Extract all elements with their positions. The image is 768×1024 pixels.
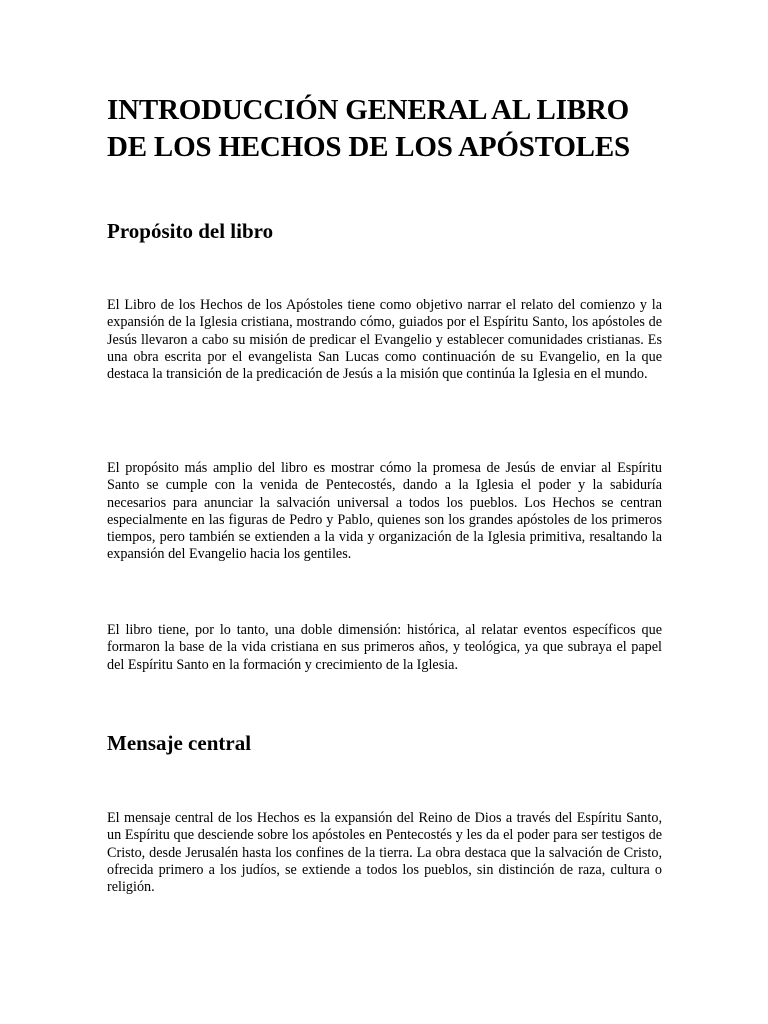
document-title-line-1: INTRODUCCIÓN GENERAL AL LIBRO xyxy=(107,94,629,126)
document-title-line-2: DE LOS HECHOS DE LOS APÓSTOLES xyxy=(107,131,630,163)
document-title xyxy=(107,92,667,166)
section-heading-mensaje-central: Mensaje central xyxy=(107,731,252,755)
paragraph-mensaje-central-1: El mensaje central de los Hechos es la expansión del Reino de Dios a través del Espíritu Santo, un Espíritu que desciende sobre los apóstoles en Pentecostés y les da el poder para ser testigos de Cristo, desde Jerusalén hasta los confines de la tierra. La obra destaca que la salvación de Cristo, ofrecida primero a los judíos, se extiende a todos los pueblos, sin distinción de raza, cultura o religión. xyxy=(107,810,662,896)
section-heading-proposito: Propósito del libro xyxy=(107,219,274,243)
paragraph-proposito-2: El propósito más amplio del libro es mostrar cómo la promesa de Jesús de enviar al Espíritu Santo se cumple con la venida de Pentecostés, dando a la Iglesia el poder y la sabiduría necesarios para anunciar la salvación universal a todos los pueblos. Los Hechos se centran especialmente en las figuras de Pedro y Pablo, quienes son los grandes apóstoles de los primeros tiempos, pero también se extienden a la vida y organización de la Iglesia primitiva, resaltando la expansión del Evangelio hacia los gentiles. xyxy=(107,460,662,563)
paragraph-proposito-3: El libro tiene, por lo tanto, una doble dimensión: histórica, al relatar eventos específicos que formaron la base de la vida cristiana en sus primeros años, y teológica, ya que subraya el papel del Espíritu Santo en la formación y crecimiento de la Iglesia. xyxy=(107,622,662,673)
paragraph-proposito-1: El Libro de los Hechos de los Apóstoles tiene como objetivo narrar el relato del comienzo y la expansión de la Iglesia cristiana, mostrando cómo, guiados por el Espíritu Santo, los apóstoles de Jesús llevaron a cabo su misión de predicar el Evangelio y establecer comunidades cristianas. Es una obra escrita por el evangelista San Lucas como continuación de su Evangelio, en la que destaca la transición de la predicación de Jesús a la misión que continúa la Iglesia en el mundo. xyxy=(107,297,662,383)
